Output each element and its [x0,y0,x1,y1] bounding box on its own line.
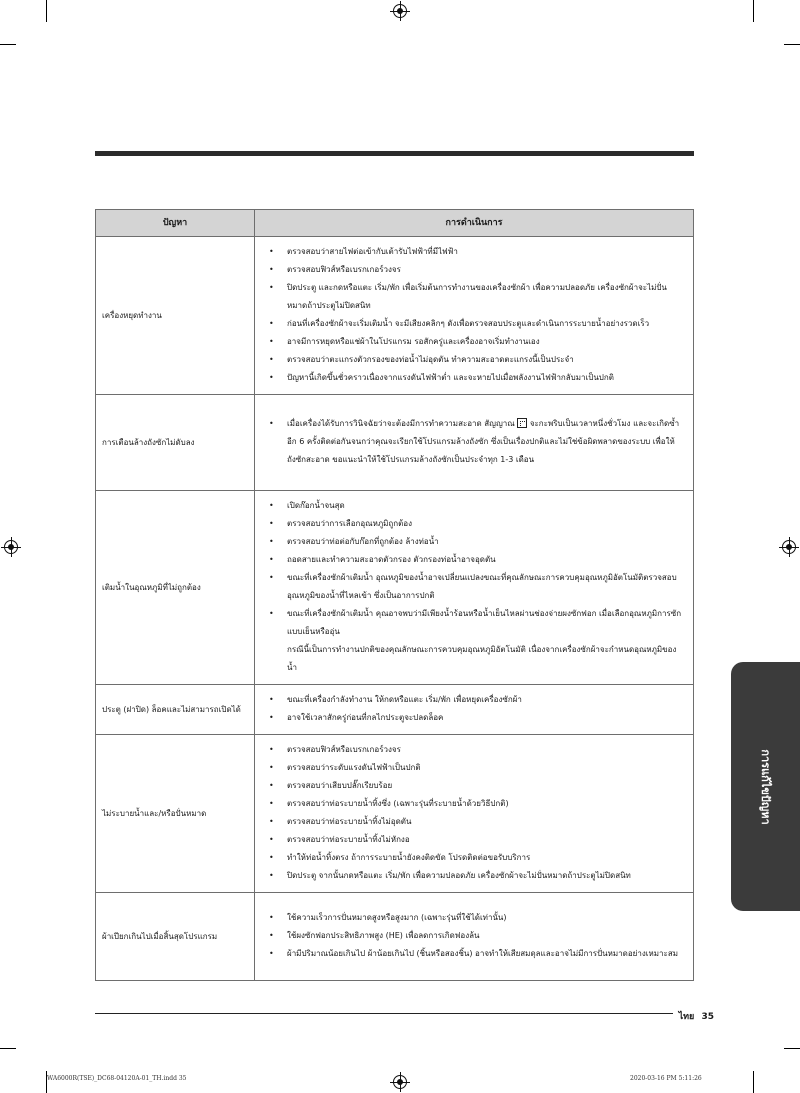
problem-cell: ผ้าเปียกเกินไปเมื่อสิ้นสุดโปรแกรม [96,893,255,981]
action-item: • ตรวจสอบว่าระดับแรงดันไฟฟ้าเป็นปกติ [265,759,683,777]
action-item: • ปิดประตู และกดหรือแตะ เริ่ม/พัก เพื่อเริ่มต้นการทำงานของเครื่องซักผ้า เพื่อความปลอดภัย เครื่องซักผ้าจะไม่ปั่นหมาดถ้าประตูไม่ปิดสนิท [265,279,683,315]
action-cell [255,893,694,981]
drum-clean-icon [517,418,527,428]
action-note: กรณีนี้เป็นการทำงานปกติของคุณลักษณะการควบคุมอุณหภูมิอัตโนมัติ เนื่องจากเครื่องซักผ้าจะกำหนดอุณหภูมิของน้ำ [287,645,677,672]
table-row [96,395,694,491]
action-cell [255,395,694,491]
action-cell [255,491,694,685]
section-side-tab [731,662,800,911]
crop-mark [0,44,16,45]
footer-language: ไทย [678,1012,695,1022]
crop-mark [0,1048,16,1049]
registration-mark-icon [782,540,796,554]
crop-mark [753,1071,754,1093]
action-cell [255,735,694,893]
table-row [96,685,694,735]
action-item: • ก่อนที่เครื่องซักผ้าจะเริ่มเติมน้ำ จะมีเสียงคลิกๆ ดังเพื่อตรวจสอบประตูและดำเนินการระบายน้ำอย่างรวดเร็ว [265,315,683,333]
action-item: • ปัญหานี้เกิดขึ้นชั่วคราวเนื่องจากแรงดันไฟฟ้าต่ำ และจะหายไปเมื่อพลังงานไฟฟ้ากลับมาเป็นปกติ [265,369,683,387]
table-header-row [96,210,694,237]
action-text: จะกะพริบเป็นเวลาหนึ่งชั่วโมง และจะเกิดซ้ำอีก 6 ครั้งติดต่อกันจนกว่าคุณจะเรียกใช้โปรแกรมล้างถังซัก ซึ่งเป็นเรื่องปกติและไม่ใช่ข้อผิดพลาดของระบบ เพื่อให้ถังซักสะอาด ขอแนะนำให้ใช้โปรแกรมล้างถังซักเป็นประจำทุก 1-3 เดือน [287,419,680,464]
action-item: • ตรวจสอบว่าท่อระบายน้ำทิ้งไม่หักงอ [265,831,683,849]
footer-rule [95,1013,694,1014]
problem-cell: ไม่ระบายน้ำและ/หรือปั่นหมาด [96,735,255,893]
slug-timestamp: 2020-03-16 PM 5:11:26 [630,1075,702,1082]
problem-cell: เติมน้ำในอุณหภูมิที่ไม่ถูกต้อง [96,491,255,685]
action-item: • ตรวจสอบฟิวส์หรือเบรกเกอร์วงจร [265,741,683,759]
table-row [96,491,694,685]
problem-cell: เครื่องหยุดทำงาน [96,237,255,395]
action-item: • ตรวจสอบว่าท่อระบายน้ำทิ้งซึ่ง (เฉพาะรุ่นที่ระบายน้ำด้วยวิธีปกติ) [265,795,683,813]
crop-mark [784,44,800,45]
side-tab-label: การแก้ไขปัญหา [758,748,772,825]
action-item [265,415,683,469]
header-action: การดำเนินการ [255,210,694,237]
action-item: • เปิดก๊อกน้ำจนสุด [265,497,683,515]
action-item: • ตรวจสอบว่าสายไฟต่อเข้ากับเต้ารับไฟฟ้าที่มีไฟฟ้า [265,243,683,261]
action-item: • ใช้ความเร็วการปั่นหมาดสูงหรือสูงมาก (เฉพาะรุ่นที่ใช้ได้เท่านั้น) [265,909,683,927]
action-item: • ใช้ผงซักฟอกประสิทธิภาพสูง (HE) เพื่อลดการเกิดฟองล้น [265,927,683,945]
header-rule [95,151,694,156]
table-row [96,893,694,981]
action-item: • ขณะที่เครื่องซักผ้าเติมน้ำ อุณหภูมิของน้ำอาจเปลี่ยนแปลงขณะที่คุณลักษณะการควบคุมอุณหภูมิอัตโนมัติตรวจสอบอุณหภูมิของน้ำที่ไหลเข้า ซึ่งเป็นอาการปกติ [265,569,683,605]
action-cell [255,685,694,735]
crop-mark [753,0,754,22]
action-item: • ถอดสายและทำความสะอาดตัวกรอง ตัวกรองท่อน้ำอาจอุดตัน [265,551,683,569]
action-item: • ตรวจสอบว่าตะแกรงตัวกรองของท่อน้ำไม่อุดตัน ทำความสะอาดตะแกรงนี้เป็นประจำ [265,351,683,369]
page-label [673,1009,714,1023]
action-item: • ตรวจสอบว่าท่อต่อกับก๊อกที่ถูกต้อง ล้างท่อน้ำ [265,533,683,551]
troubleshooting-table [95,209,694,981]
header-problem: ปัญหา [96,210,255,237]
action-item: • ปิดประตู จากนั้นกดหรือแตะ เริ่ม/พัก เพื่อความปลอดภัย เครื่องซักผ้าจะไม่ปั่นหมาดถ้าประตูไม่ปิดสนิท [265,867,683,885]
registration-mark-icon [393,1075,407,1089]
slug-file: WA6000R(TSE)_DC68-04120A-01_TH.indd 35 [47,1075,187,1082]
action-item: • ตรวจสอบว่าเสียบปลั๊กเรียบร้อย [265,777,683,795]
crop-mark [784,1048,800,1049]
table-row [96,237,694,395]
table-row [96,735,694,893]
action-item: • ตรวจสอบฟิวส์หรือเบรกเกอร์วงจร [265,261,683,279]
action-item: • ขณะที่เครื่องกำลังทำงาน ให้กดหรือแตะ เริ่ม/พัก เพื่อหยุดเครื่องซักผ้า [265,691,683,709]
action-item: • ขณะที่เครื่องซักผ้าเติมน้ำ คุณอาจพบว่ามีเพียงน้ำร้อนหรือน้ำเย็นไหลผ่านช่องจ่ายผงซักฟอก เมื่อเลือกอุณหภูมิการซักแบบเย็นหรืออุ่น [265,605,683,641]
action-item: • ทำให้ท่อน้ำทิ้งตรง ถ้าการระบายน้ำยังคงติดขัด โปรดติดต่อขอรับบริการ [265,849,683,867]
action-text: เมื่อเครื่องได้รับการวินิจฉัยว่าจะต้องมีการทำความสะอาด สัญญาณ [287,419,515,428]
action-item: • ตรวจสอบว่าท่อระบายน้ำทิ้งไม่อุดตัน [265,813,683,831]
problem-cell: ประตู (ฝาปิด) ล็อคและไม่สามารถเปิดได้ [96,685,255,735]
action-item: • อาจใช้เวลาสักครู่ก่อนที่กลไกประตูจะปลดล็อค [265,709,683,727]
crop-mark [46,0,47,22]
registration-mark-icon [393,4,407,18]
registration-mark-icon [4,540,18,554]
action-item: • ตรวจสอบว่าการเลือกอุณหภูมิถูกต้อง [265,515,683,533]
problem-cell: การเตือนล้างถังซักไม่ดับลง [96,395,255,491]
action-item: • อาจมีการหยุดหรือแช่ผ้าในโปรแกรม รอสักครู่และเครื่องอาจเริ่มทำงานเอง [265,333,683,351]
action-cell [255,237,694,395]
action-item: • ผ้ามีปริมาณน้อยเกินไป ผ้าน้อยเกินไป (ชิ้นหรือสองชิ้น) อาจทำให้เสียสมดุลและอาจไม่มีการปั่นหมาดอย่างเหมาะสม [265,945,683,963]
page-number: 35 [701,1012,714,1022]
